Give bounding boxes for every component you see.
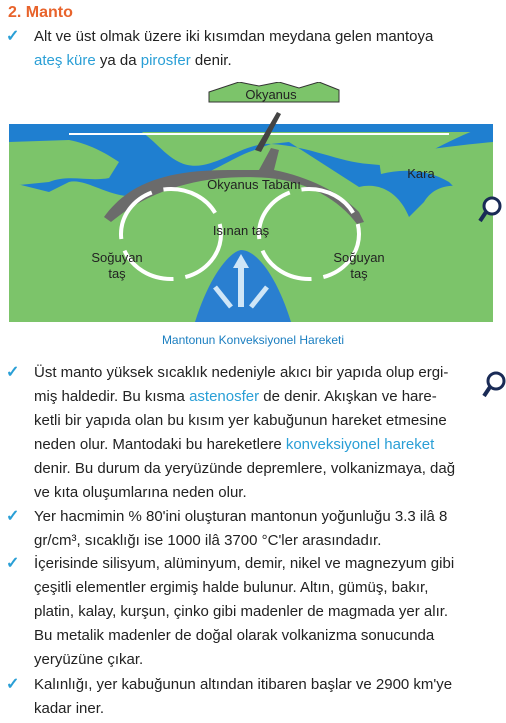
bullet-thickness: [6, 673, 498, 721]
check-icon: ✓: [6, 28, 20, 45]
b1-line2: miş haldedir. Bu kısma: [34, 388, 190, 405]
b3-line4: Bu metalik madenler de doğal olarak volkanizma sonucunda: [34, 627, 435, 644]
label-heating: Isınan taş: [212, 223, 270, 238]
b1-line4: neden olur. Mantodaki bu hareketlere: [34, 436, 286, 453]
term-ates-kure: ateş küre: [34, 52, 96, 69]
bullet-density: [6, 505, 498, 553]
intro-line1: Alt ve üst olmak üzere iki kısımdan meydana gelen mantoya: [34, 28, 434, 45]
section-heading: 2. Manto: [8, 4, 73, 21]
label-ocean-floor: Okyanus Tabanı: [207, 177, 301, 192]
check-icon: ✓: [6, 555, 20, 572]
label-ocean: Okyanus: [245, 87, 297, 102]
b2-line1: Yer hacmimin % 80'ini oluşturan mantonun yoğunluğu 3.3 ilâ 8: [34, 508, 448, 525]
bullet-elements: [6, 552, 498, 672]
b2-line2: gr/cm³, sıcaklığı ise 1000 ilâ 3700 °C'ler arasındadır.: [34, 532, 382, 549]
b1-line1: Üst manto yüksek sıcaklık nedeniyle akıcı bir yapıda olup ergi-: [34, 364, 449, 381]
term-konveksiyonel: konveksiyonel hareket: [285, 436, 435, 453]
b4-line2: kadar iner.: [34, 700, 105, 717]
b3-line5: yeryüzüne çıkar.: [34, 651, 144, 668]
ocean-surface: [9, 124, 493, 132]
label-land: Kara: [407, 166, 435, 181]
b3-line3: platin, kalay, kurşun, çinko gibi madenler de magmada yer alır.: [34, 603, 449, 620]
label-cooling-left-2: taş: [108, 266, 126, 281]
intro-bullet: [6, 25, 498, 73]
bullet-text: [34, 552, 498, 672]
bullet-text: [34, 361, 486, 505]
check-icon: ✓: [6, 676, 20, 693]
check-icon: ✓: [6, 364, 20, 381]
bullet-astenosfer: [6, 361, 486, 505]
label-cooling-right-2: taş: [350, 266, 368, 281]
b1-line5: denir. Bu durum da yeryüzünde depremlere, volkanizmaya, dağ: [34, 460, 456, 477]
term-astenosfer: astenosfer: [189, 388, 260, 405]
b3-line1: İçerisinde silisyum, alüminyum, demir, nikel ve magnezyum gibi: [34, 555, 455, 572]
diagram-caption: Mantonun Konveksiyonel Hareketi: [161, 333, 345, 347]
check-icon: ✓: [6, 508, 20, 525]
b4-line1: Kalınlığı, yer kabuğunun altından itibaren başlar ve 2900 km'ye: [34, 676, 453, 693]
b1-line3: ketli bir yapıda olan bu kısım yer kabuğunun hareket etmesine: [34, 412, 447, 429]
label-cooling-left-1: Soğuyan: [91, 250, 143, 265]
intro-text: [34, 25, 498, 73]
mantle-convection-diagram: [9, 82, 493, 322]
intro-mid: ya da: [95, 52, 141, 69]
term-pirosfer: pirosfer: [140, 52, 191, 69]
bullet-text: [34, 673, 498, 721]
intro-end: denir.: [190, 52, 232, 69]
b1-line2b: de denir. Akışkan ve hare-: [259, 388, 437, 405]
b3-line2: çeşitli elementler ergimiş halde bulunur. Altın, gümüş, bakır,: [34, 579, 429, 596]
label-cooling-right-1: Soğuyan: [333, 250, 385, 265]
b1-line6: ve kıta oluşumlarına neden olur.: [34, 484, 247, 501]
magnifier-icon[interactable]: [478, 195, 504, 225]
bullet-text: [34, 505, 498, 553]
